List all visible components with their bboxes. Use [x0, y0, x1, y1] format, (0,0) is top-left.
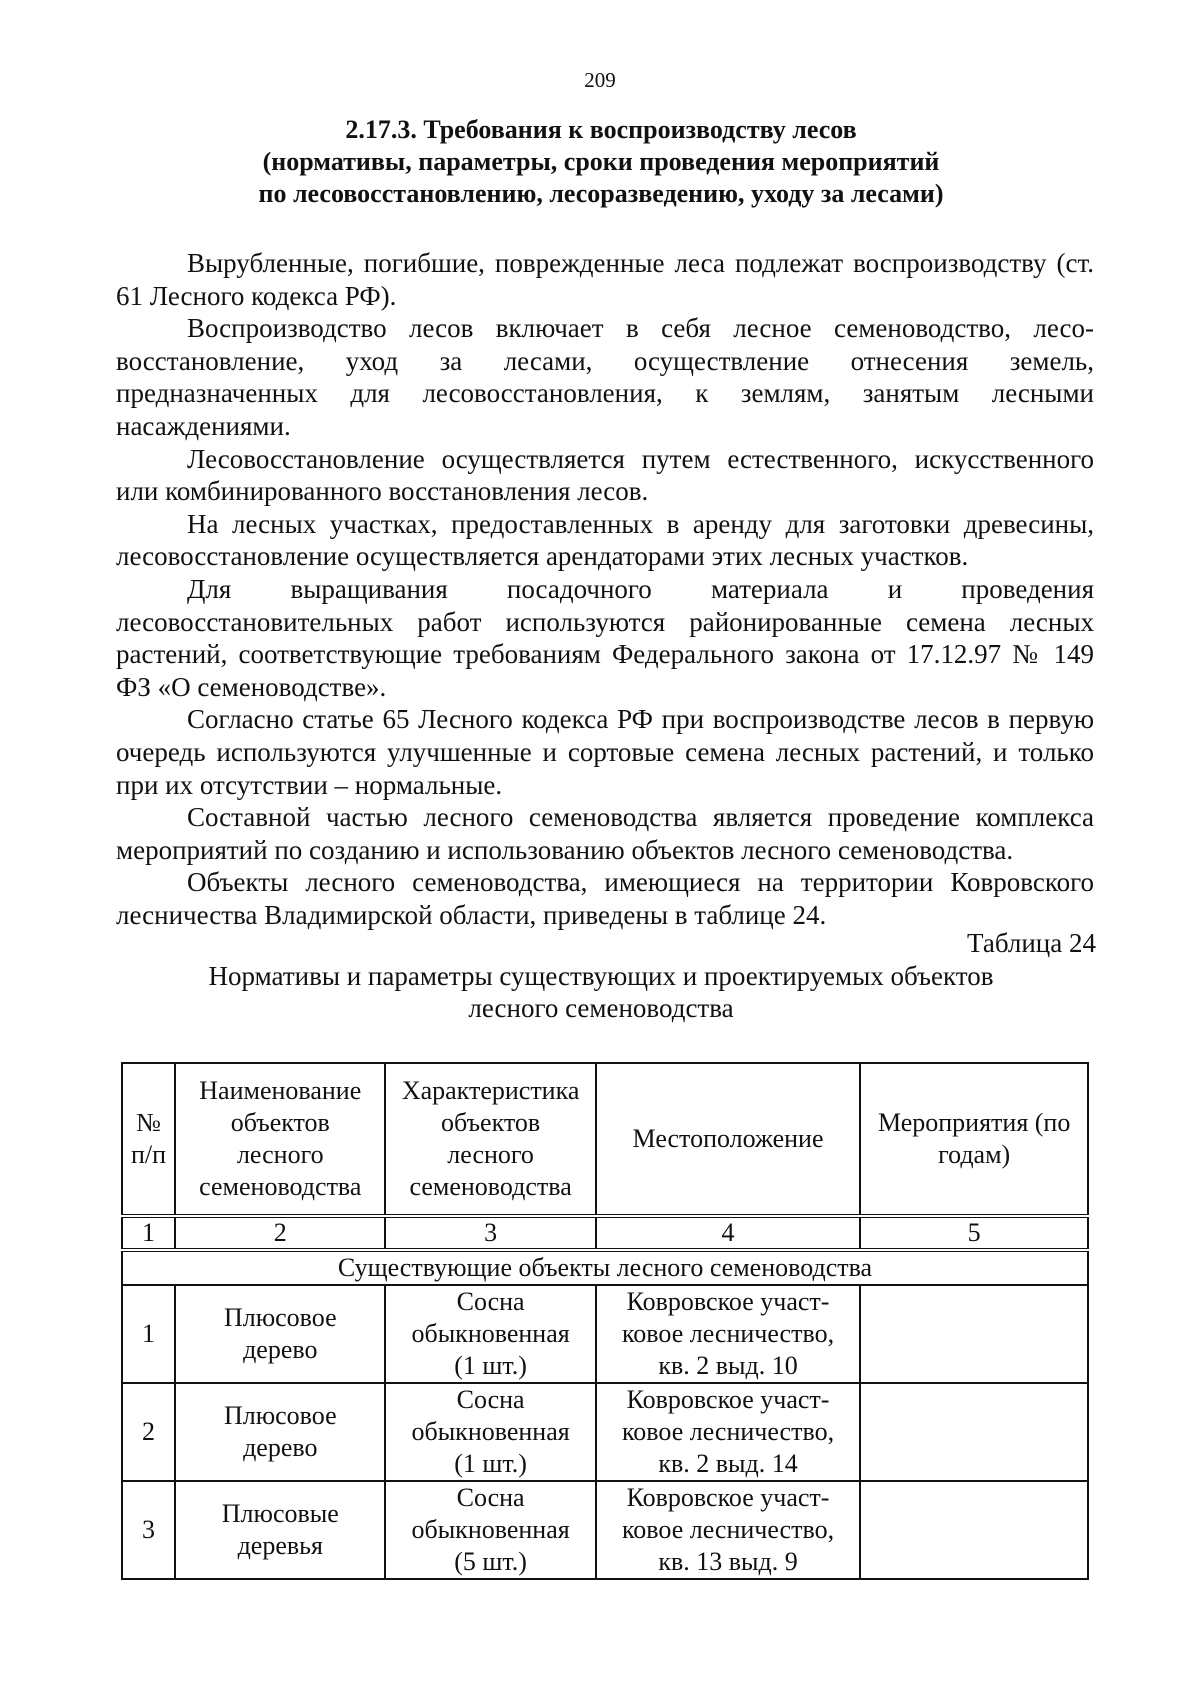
- table-row: [122, 1285, 1088, 1383]
- header-cell-location: Местоположение: [596, 1063, 861, 1216]
- table-number-label: Таблица 24: [967, 928, 1096, 958]
- section-title-line: 2.17.3. Требования к воспроизводству лесов: [345, 115, 857, 144]
- column-number: 2: [175, 1216, 385, 1250]
- column-number: 3: [385, 1216, 595, 1250]
- row-number: 3: [122, 1481, 175, 1579]
- paragraph: Лесовосстановление осуществляется путем естественного, искусственного или комбинированного восстановления лесов.: [116, 443, 1094, 507]
- table-header-row: [122, 1063, 1088, 1216]
- paragraph: Составной частью лесного семеноводства является проведение комплекса мероприятий по созданию и использованию объектов лесного семеноводства.: [116, 802, 1094, 865]
- column-number: 5: [860, 1216, 1088, 1250]
- column-number: 1: [122, 1216, 175, 1250]
- row-number: 2: [122, 1383, 175, 1481]
- section-title-line: по лесовосстановлению, лесоразведению, уходу за лесами): [258, 179, 944, 208]
- section-title-line: (нормативы, параметры, сроки проведения мероприятий: [262, 147, 940, 176]
- paragraph: Для выращивания посадочного материала и проведения лесовосстановительных работ используются районированные семена лесных растений, соответствующие требованиям Федерального закона от 17.12.97 № 149 ФЗ «О семеноводстве».: [116, 573, 1094, 702]
- page-number: 209: [584, 68, 616, 92]
- row-name: Плюсовое дерево: [175, 1285, 385, 1383]
- column-number-row: [122, 1216, 1088, 1250]
- seed-objects-table: [121, 1062, 1089, 1580]
- table-caption: [116, 960, 1086, 1024]
- table-caption-line: Нормативы и параметры существующих и проектируемых объектов: [208, 961, 994, 991]
- row-measures: [860, 1285, 1088, 1383]
- row-characteristic: Сосна обыкновенная (1 шт.): [385, 1383, 595, 1481]
- group-title-row: [122, 1250, 1088, 1285]
- row-characteristic: Сосна обыкновенная (5 шт.): [385, 1481, 595, 1579]
- column-number: 4: [596, 1216, 861, 1250]
- table-row: [122, 1481, 1088, 1579]
- header-cell-number: № п/п: [122, 1063, 175, 1216]
- paragraph: Объекты лесного семеноводства, имеющиеся на территории Ковровского лесничества Владимирской области, приведены в таблице 24.: [116, 867, 1094, 930]
- section-title: [116, 114, 1086, 210]
- header-cell-measures: Мероприятия (по годам): [860, 1063, 1088, 1216]
- row-name: Плюсовое дерево: [175, 1383, 385, 1481]
- body-text: [116, 247, 1094, 931]
- paragraph: Вырубленные, погибшие, поврежденные леса подлежат воспроизводству (ст. 61 Лесного кодекса РФ).: [116, 248, 1094, 311]
- paragraph: На лесных участках, предоставленных в аренду для заготовки древесины, лесовосстановление осуществляется арендаторами этих лесных участков.: [116, 508, 1094, 572]
- row-number: 1: [122, 1285, 175, 1383]
- row-measures: [860, 1481, 1088, 1579]
- row-characteristic: Сосна обыкновенная (1 шт.): [385, 1285, 595, 1383]
- table-caption-line: лесного семеноводства: [468, 993, 734, 1023]
- group-title: Существующие объекты лесного семеноводства: [122, 1250, 1088, 1285]
- row-location: Ковровское участ- ковое лесничество, кв. 13 выд. 9: [596, 1481, 861, 1579]
- row-location: Ковровское участ- ковое лесничество, кв. 2 выд. 14: [596, 1383, 861, 1481]
- row-measures: [860, 1383, 1088, 1481]
- header-cell-name: Наименование объектов лесного семеноводства: [175, 1063, 385, 1216]
- paragraph: Согласно статье 65 Лесного кодекса РФ при воспроизводстве лесов в первую очередь используются улучшенные и сортовые семена лесных растений, и только при их отсутствии – нормальные.: [116, 704, 1094, 800]
- table-row: [122, 1383, 1088, 1481]
- header-cell-characteristic: Характеристика объектов лесного семеноводства: [385, 1063, 595, 1216]
- paragraph: Воспроизводство лесов включает в себя лесное семеноводство, лесовосстановление, уход за лесами, осуществление отнесения земель, предназначенных для лесовосстановления, к землям, занятым лесными насаждениями.: [116, 313, 1094, 441]
- row-location: Ковровское участ- ковое лесничество, кв. 2 выд. 10: [596, 1285, 861, 1383]
- row-name: Плюсовые деревья: [175, 1481, 385, 1579]
